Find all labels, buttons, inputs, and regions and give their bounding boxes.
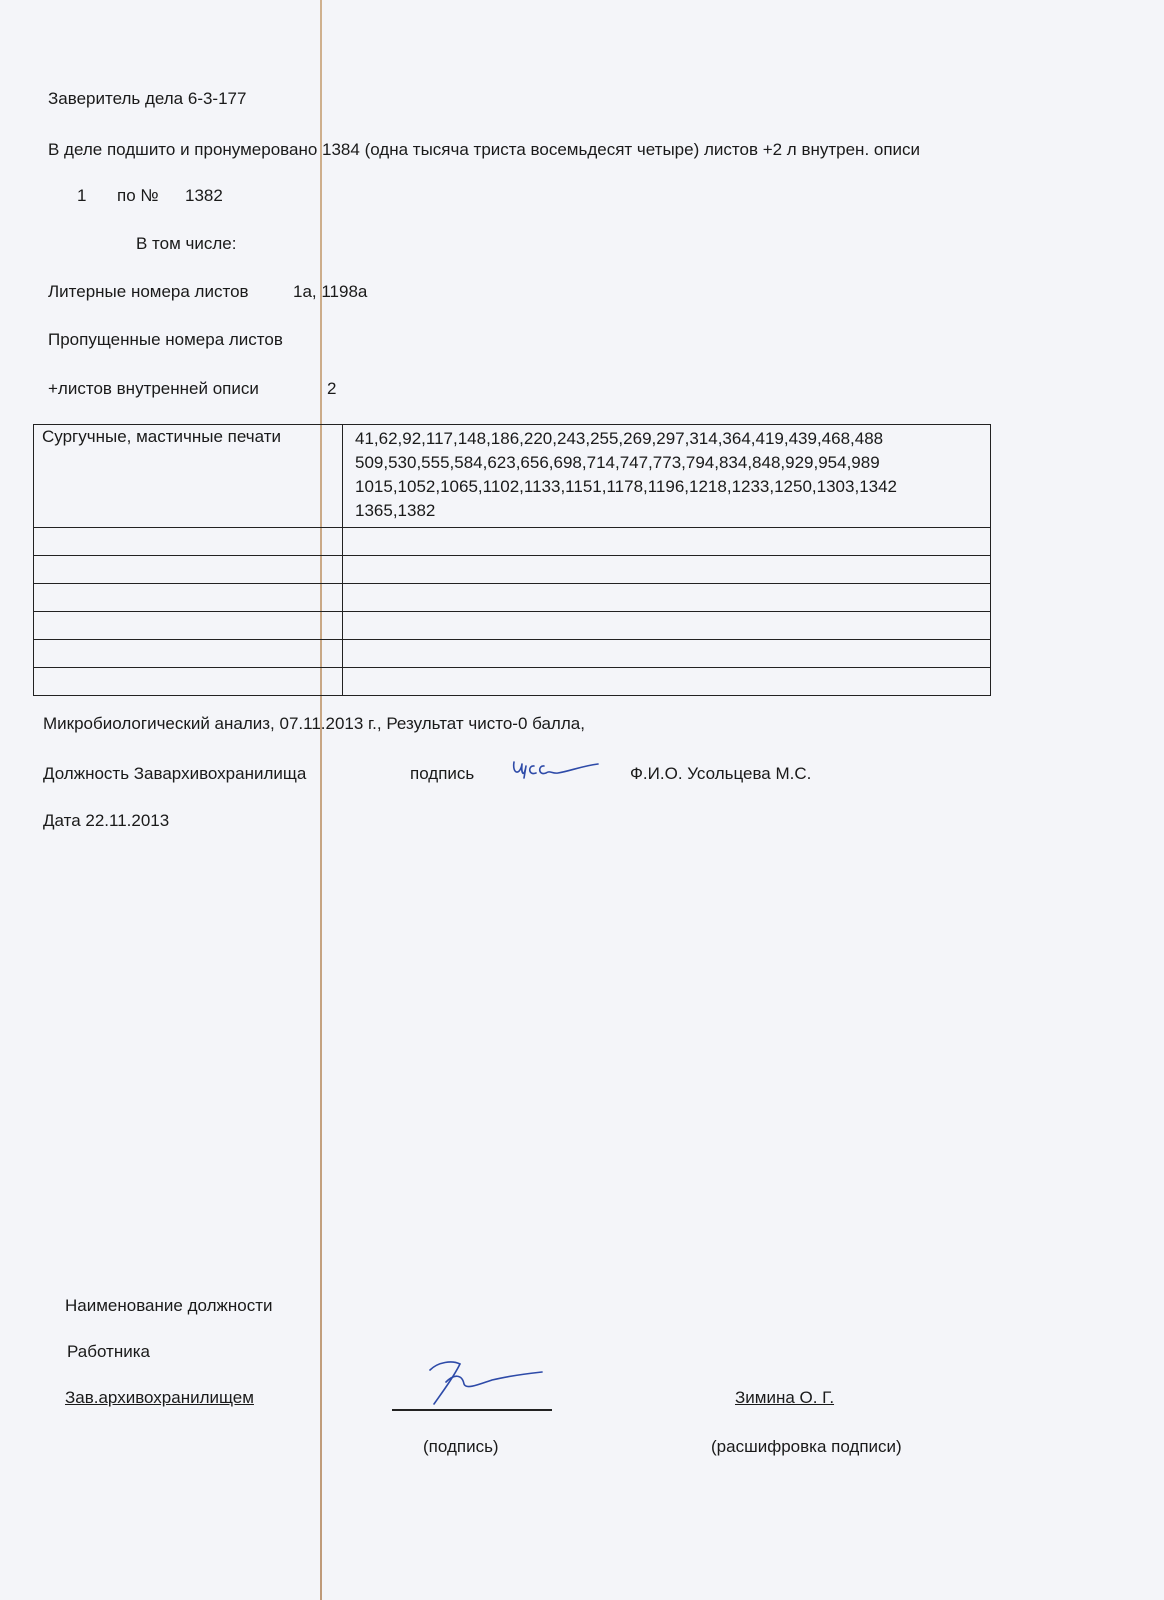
signature-label: подпись xyxy=(410,764,475,783)
letter-pages-value: 1а, 1198а xyxy=(293,282,368,301)
footer-worker: Работника xyxy=(67,1342,150,1361)
empty-row xyxy=(34,584,991,612)
sewn-pages-line: В деле подшито и пронумеровано 1384 (одна тысяча триста восемьдесят четыре) листов +2 л внутрен. описи xyxy=(48,140,921,159)
seals-values xyxy=(343,425,991,528)
footer-position: Зав.архивохранилищем xyxy=(65,1388,254,1407)
range-from: 1 xyxy=(77,186,87,205)
position-label: Должность Завархивохранилища xyxy=(43,764,307,783)
decode-caption: (расшифровка подписи) xyxy=(711,1437,902,1456)
empty-row xyxy=(34,668,991,696)
empty-row xyxy=(34,528,991,556)
signature-underline xyxy=(392,1409,552,1411)
signature-zimina xyxy=(420,1356,550,1412)
inner-inventory-value: 2 xyxy=(327,379,337,398)
empty-row xyxy=(34,640,991,668)
seals-line: 1365,1382 xyxy=(355,501,436,520)
seals-line: 509,530,555,584,623,656,698,714,747,773,794,834,848,929,954,989 xyxy=(355,453,880,472)
seals-line: 1015,1052,1065,1102,1133,1151,1178,1196,1218,1233,1250,1303,1342 xyxy=(355,477,898,496)
footer-position-title: Наименование должности xyxy=(65,1296,273,1315)
certifier-line: Заверитель дела 6-3-177 xyxy=(48,89,247,108)
including-label: В том числе: xyxy=(136,234,237,253)
range-label: по № xyxy=(117,186,159,205)
footer-name: Зимина О. Г. xyxy=(735,1388,835,1407)
letter-pages-label: Литерные номера листов xyxy=(48,282,249,301)
signature-usoltseva xyxy=(508,752,608,786)
analysis-line: Микробиологический анализ, 07.11.2013 г., Результат чисто-0 балла, xyxy=(43,714,585,733)
seals-row xyxy=(34,425,991,528)
empty-row xyxy=(34,612,991,640)
missing-pages-label: Пропущенные номера листов xyxy=(48,330,283,349)
signature-caption: (подпись) xyxy=(423,1437,499,1456)
range-to: 1382 xyxy=(185,186,223,205)
date-line: Дата 22.11.2013 xyxy=(43,811,170,830)
seals-table xyxy=(33,424,991,696)
fio-line: Ф.И.О. Усольцева М.С. xyxy=(630,764,812,783)
empty-row xyxy=(34,556,991,584)
fold-line xyxy=(320,0,322,1600)
inner-inventory-label: +листов внутренней описи xyxy=(48,379,259,398)
seals-label: Сургучные, мастичные печати xyxy=(34,425,343,528)
seals-line: 41,62,92,117,148,186,220,243,255,269,297,314,364,419,439,468,488 xyxy=(355,429,884,448)
